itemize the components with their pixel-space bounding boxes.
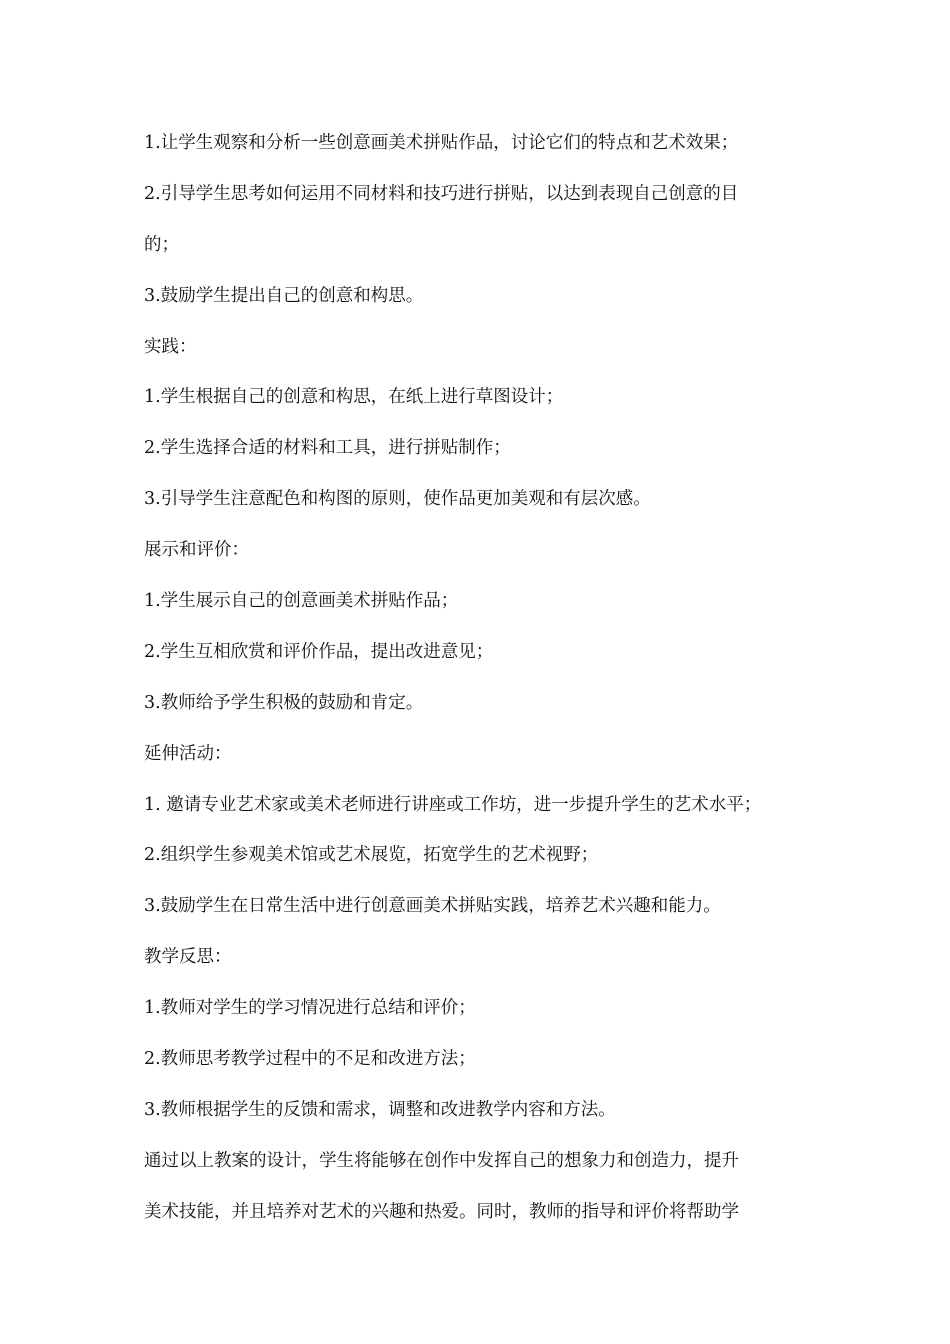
section-heading-display-evaluation: 展示和评价： (144, 540, 249, 561)
list-item: 2.教师思考教学过程中的不足和改进方法； (144, 1049, 476, 1070)
list-item: 3.鼓励学生提出自己的创意和构思。 (144, 285, 424, 306)
list-item: 1. 邀请专业艺术家或美术老师进行讲座或工作坊，进一步提升学生的艺术水平； (144, 794, 762, 815)
list-item: 2.组织学生参观美术馆或艺术展览，拓宽学生的艺术视野； (144, 845, 599, 866)
list-item: 2.学生互相欣赏和评价作品，提出改进意见； (144, 641, 494, 662)
document-body (144, 118, 824, 1238)
summary-paragraph-line: 通过以上教案的设计，学生将能够在创作中发挥自己的想象力和创造力，提升 (144, 1150, 739, 1171)
list-item: 1.教师对学生的学习情况进行总结和评价； (144, 998, 476, 1019)
list-item: 3.鼓励学生在日常生活中进行创意画美术拼贴实践，培养艺术兴趣和能力。 (144, 896, 721, 917)
list-item: 2.学生选择合适的材料和工具，进行拼贴制作； (144, 438, 511, 459)
list-item: 3.教师根据学生的反馈和需求，调整和改进教学内容和方法。 (144, 1099, 616, 1120)
list-item: 3.教师给予学生积极的鼓励和肯定。 (144, 692, 424, 713)
list-item: 3.引导学生注意配色和构图的原则，使作品更加美观和有层次感。 (144, 489, 651, 510)
section-heading-practice: 实践： (144, 336, 197, 357)
list-item: 2.引导学生思考如何运用不同材料和技巧进行拼贴，以达到表现自己创意的目 (144, 183, 739, 204)
summary-paragraph-line: 美术技能，并且培养对艺术的兴趣和热爱。同时，教师的指导和评价将帮助学 (144, 1201, 739, 1222)
list-item: 1.学生展示自己的创意画美术拼贴作品； (144, 591, 459, 612)
section-heading-teaching-reflection: 教学反思： (144, 947, 232, 968)
list-item: 1.学生根据自己的创意和构思，在纸上进行草图设计； (144, 387, 564, 408)
section-heading-extension-activities: 延伸活动： (144, 743, 232, 764)
list-item-continuation: 的； (144, 234, 179, 255)
list-item: 1.让学生观察和分析一些创意画美术拼贴作品，讨论它们的特点和艺术效果； (144, 133, 739, 153)
